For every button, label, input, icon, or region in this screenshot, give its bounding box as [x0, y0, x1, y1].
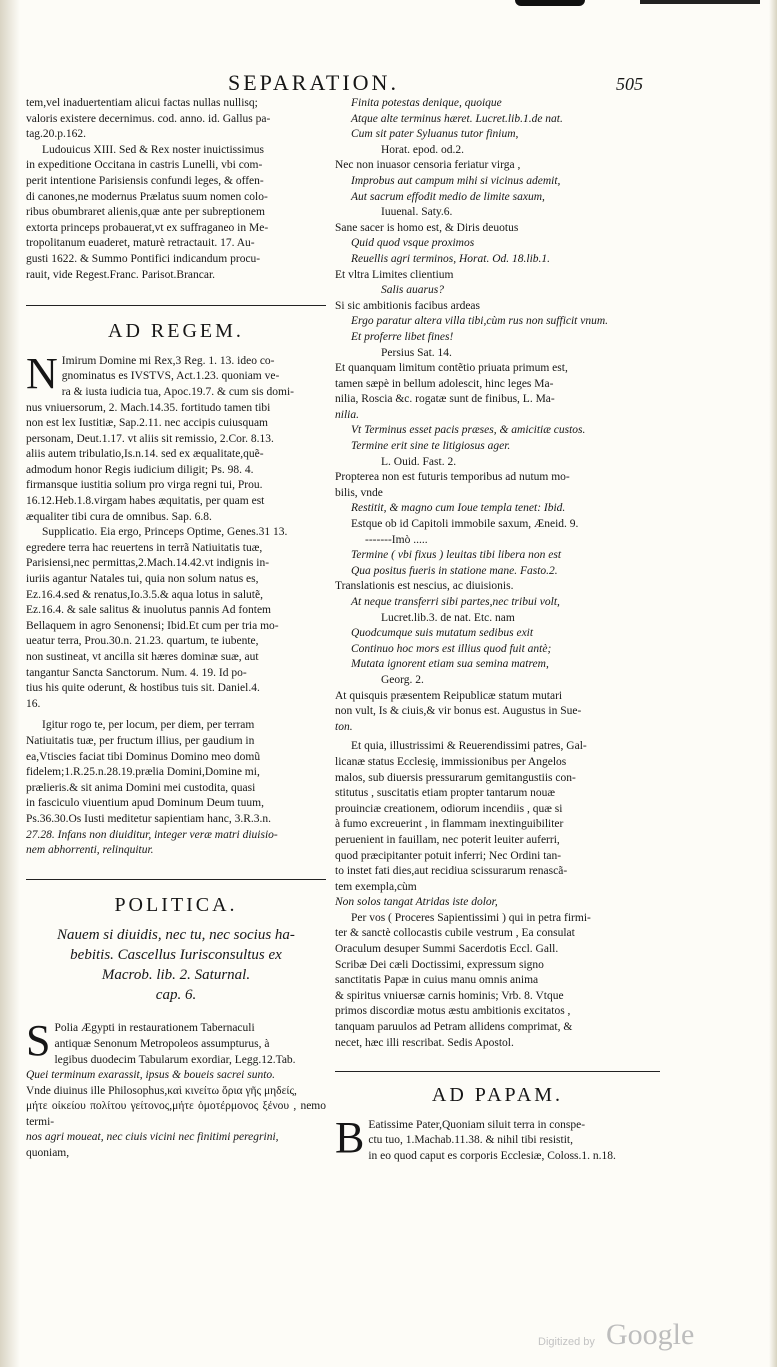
- politica-motto: [26, 925, 326, 1005]
- verse-line: Estque ob id Capitoli immobile saxum, Æneid. 9.: [351, 518, 579, 531]
- motto-line: cap. 6.: [155, 987, 197, 1004]
- text-line: ton.: [335, 720, 353, 733]
- right-column: [335, 96, 660, 1165]
- drop-cap: N: [26, 348, 58, 398]
- text-line: tem exempla,cùm: [335, 880, 417, 893]
- text-line: Polia Ægypti in restaurationem Tabernaculi: [54, 1022, 255, 1035]
- verse-line: Mutata ignorent etiam sua semina matrem,: [351, 658, 549, 671]
- text-line: Supplicatio. Eia ergo, Princeps Optime, Genes.31 13.: [42, 526, 288, 539]
- text-line: tius his quite oderunt, & hostibus tuis sit. Daniel.4.: [26, 682, 260, 695]
- text-line: ribus obumbraret alienis,quæ ante per subreptionem: [26, 206, 265, 219]
- citation-line: Horat. epod. od.2.: [381, 143, 465, 156]
- verse-block: [335, 96, 660, 361]
- motto-line: Nauem si diuidis, nec tu, nec socius ha-: [57, 927, 295, 944]
- text-line: à fumo excreuerint , in flammam inextinguibiliter: [335, 818, 564, 831]
- citation-line: Georg. 2.: [381, 673, 424, 686]
- text-line: ter & sanctè collocastis cubile vestrum , Ea consulat: [335, 927, 575, 940]
- text-line: necet, hæc illi rescribat. Sedis Apostol.: [335, 1036, 514, 1049]
- verse-line: Qua positus fueris in statione mane. Fasto.2.: [351, 564, 558, 577]
- text-line: æqualiter tibi cura de omnibus. Sap. 6.8.: [26, 510, 212, 523]
- text-line: fidelem;1.R.25.n.28.19.prælia Domini,Domine mi,: [26, 766, 260, 779]
- verse-line: Quodcumque suis mutatum sedibus exit: [351, 627, 534, 640]
- running-title: SEPARATION.: [228, 70, 399, 95]
- citation-line: L. Ouid. Fast. 2.: [381, 455, 457, 468]
- text-line: to instet fati dies,aut recidiua scissurarum renascã-: [335, 865, 568, 878]
- text-line: Nec non inuasor censoria feriatur virga ,: [335, 159, 521, 172]
- text-line: Parisiensi,nec permittas,2.Mach.14.42.vt indignis in-: [26, 557, 270, 570]
- scan-top-artifact: [0, 0, 777, 12]
- text-line: valoris existere decernimus. cod. anno. id. Gallus pa-: [26, 112, 271, 125]
- verse-line: Reuellis agri terminos, Horat. Od. 18.lib.1.: [351, 252, 551, 265]
- text-line: in expeditione Occitana in castris Lunelli, vbi com-: [26, 159, 263, 172]
- watermark-prefix: Digitized by: [538, 1336, 595, 1348]
- text-line: Ps.36.30.Os Iusti meditetur sapientiam hanc, 3.R.3.n.: [26, 812, 271, 825]
- text-line: Per vos ( Proceres Sapientissimi ) qui in petra firmi-: [351, 911, 591, 924]
- left-column: [26, 96, 326, 1162]
- text-line: Ludouicus XIII. Sed & Rex noster inuictissimus: [42, 143, 264, 156]
- text-line: prælieris.& sit anima Domini mei custodita, quasi: [26, 781, 256, 794]
- text-line: rauit, vide Regest.Franc. Parisot.Brancar.: [26, 268, 216, 281]
- text-line: sanctitatis Papæ in cuius manu omnis anima: [335, 974, 539, 987]
- watermark-brand: Google: [606, 1318, 695, 1351]
- verse-line: Et proferre libet fines!: [351, 330, 454, 343]
- verse-line: Atque alte terminus hæret. Lucret.lib.1.de nat.: [351, 112, 563, 125]
- motto-line: Macrob. lib. 2. Saturnal.: [101, 967, 251, 984]
- ad-regem-paragraph: [26, 348, 326, 526]
- drop-cap: S: [26, 1016, 51, 1066]
- text-line: tag.20.p.162.: [26, 128, 87, 141]
- text-line: 16.: [26, 697, 41, 710]
- page-number: 505: [616, 74, 643, 94]
- text-line: primos discordiæ motus æstu ambitionis excitatos ,: [335, 1005, 571, 1018]
- text-line: nos agri moueat, nec ciuis vicini nec finitimi peregrini,: [26, 1131, 279, 1144]
- right-page-edge: [769, 0, 777, 1367]
- text-line: Oraculum desuper Summi Sacerdotis Eccl. Gall.: [335, 943, 559, 956]
- text-line: Propterea non est futuris temporibus ad nutum mo-: [335, 471, 570, 484]
- text-line: tamen sæpè in bellum adolescit, hinc leges Ma-: [335, 377, 554, 390]
- text-line: admodum honor Regis iudicium diligit; Ps. 98. 4.: [26, 463, 254, 476]
- text-line: μήτε οἰκείου πολίτου γείτονος,μήτε ὁμοτέρμονος ξένου , nemo termi-: [26, 1100, 326, 1128]
- text-line: ueatur terra, Prou.30.n. 21.23. quartum, te iubente,: [26, 635, 259, 648]
- text-line: bilis, vnde: [335, 486, 383, 499]
- verse-line: Continuo hoc mors est illius quod fuit antè;: [351, 642, 552, 655]
- right-paragraph: [335, 911, 660, 1051]
- text-line: gusti 1622. & Summo Pontifici indicandum procu-: [26, 252, 261, 265]
- text-line: gnominatus es IVSTVS, Act.1.23. quoniam ve-: [61, 370, 280, 383]
- text-line: non sustineat, vt ancilla sit hæres dominæ suæ, aut: [26, 651, 259, 663]
- section-heading-ad-regem: AD REGEM.: [108, 320, 244, 343]
- drop-cap: B: [335, 1112, 365, 1162]
- text-line: iuriis agantur Natales tui, quia non solum natus es,: [26, 573, 259, 586]
- text-line: 16.12.Heb.1.8.virgam habes æquitatis, per quam est: [26, 495, 265, 508]
- verse-line: Improbus aut campum mihi si vicinus ademit,: [351, 174, 561, 187]
- text-line: Sane sacer is homo est, & Diris deuotus: [335, 221, 519, 234]
- text-line: Et quanquam limitum contẽtio priuata primum est,: [335, 362, 568, 375]
- text-line: Et vltra Limites clientium: [335, 268, 454, 281]
- section-divider: [26, 305, 326, 306]
- text-line: non vult, Is & ciuis,& vir bonus est. Augustus in Sue-: [335, 705, 582, 718]
- text-line: non est lex Iustitiæ, Sap.2.11. nec accipis cuiusquam: [26, 417, 268, 430]
- text-line: malos, sub diuersis pressurarum gemitangustiis con-: [335, 771, 576, 784]
- verse-line: Finita potestas denique, quoique: [351, 97, 502, 109]
- text-line: nus vniuersorum, 2. Mach.14.35. fortitudo tamen tibi: [26, 401, 271, 414]
- right-paragraph: [335, 739, 660, 911]
- text-line: Translationis est nescius, ac diuisionis.: [335, 580, 514, 593]
- text-line: antiquæ Senonum Metropoleos assumpturus, à: [54, 1037, 270, 1050]
- text-line: Si sic ambitionis facibus ardeas: [335, 299, 480, 312]
- text-line: legibus duodecim Tabularum exordiar, Legg.12.Tab.: [54, 1053, 296, 1066]
- text-line: quoniam,: [26, 1147, 70, 1160]
- text-line: Vnde diuinus ille Philosophus,καὶ κινείτω ὅρια γῆς μηδείς,: [26, 1084, 297, 1097]
- ad-regem-supplicatio-paragraph: [26, 525, 326, 712]
- text-line: Ez.16.4.sed & renatus,Io.3.5.& aqua lotus in salutẽ,: [26, 588, 263, 601]
- right-paragraph: [335, 470, 660, 501]
- verse-line: -------Imò .....: [365, 533, 428, 546]
- verse-line: Restitit, & magno cum Ioue templa tenet: Ibid.: [351, 502, 566, 515]
- section-heading-ad-papam: AD PAPAM.: [431, 1084, 564, 1107]
- text-line: personam, Deut.1.17. vt aliis sit remissio, 2.Cor. 8.13.: [26, 432, 274, 445]
- text-line: aliis autem tribulatio,Is.n.14. sed ex æqualitate,quẽ-: [26, 448, 264, 461]
- verse-line: Vt Terminus esset pacis præses, & amicitiæ custos.: [351, 424, 586, 437]
- text-line: Non solos tangat Atridas iste dolor,: [335, 896, 498, 909]
- text-line: prouinciæ creationem, odiorum incendiis , quæ si: [335, 802, 563, 815]
- right-paragraph: [335, 689, 660, 736]
- text-line: ea,Vtiscies faciat tibi Dominus Domino meo domũ: [26, 750, 261, 763]
- text-line: di canones,ne modernus Prælatus suum nomen colo-: [26, 190, 268, 203]
- section-divider: [335, 1071, 660, 1072]
- motto-line: bebitis. Cascellus Iurisconsultus ex: [70, 947, 282, 964]
- text-line: licanæ status Ecclesię, immissionibus per Angelos: [335, 755, 567, 768]
- text-line: 27.28. Infans non diuiditur, integer veræ matri diuisio-: [26, 828, 278, 841]
- verse-line: Termine erit sine te litigiosus ager.: [351, 440, 511, 453]
- verse-block: [335, 423, 660, 470]
- text-line: tem,vel inaduertentiam alicui factas nullas nullisq;: [26, 97, 258, 109]
- right-paragraph: [335, 361, 660, 423]
- scan-artifact-mark: [640, 0, 760, 4]
- citation-line: Persius Sat. 14.: [381, 346, 452, 359]
- text-line: tropolitanum euaderet, maturè retractauit. 17. Au-: [26, 237, 255, 250]
- text-line: nilia.: [335, 408, 359, 421]
- text-line: Eatissime Pater,Quoniam siluit terra in conspe-: [368, 1118, 586, 1131]
- text-line: Natiuitatis tuæ, per fructum illius, per gaudium in: [26, 734, 255, 747]
- verse-line: Salis auarus?: [381, 284, 444, 297]
- text-line: Imirum Domine mi Rex,3 Reg. 1. 13. ideo co-: [61, 354, 275, 367]
- left-page-shadow: [0, 0, 20, 1367]
- text-line: Igitur rogo te, per locum, per diem, per terram: [42, 719, 255, 732]
- text-line: Quei terminum exarassit, ipsus & boueis sacrei sunto.: [26, 1069, 276, 1082]
- text-line: nilia, Roscia &c. rogatæ sunt de finibus, L. Ma-: [335, 393, 555, 406]
- text-line: nem abhorrenti, relinquitur.: [26, 844, 154, 857]
- text-line: in fasciculo viuentium apud Dominum Deum tuum,: [26, 797, 264, 810]
- verse-block: [335, 501, 660, 688]
- ad-regem-igitur-paragraph: [26, 718, 326, 858]
- verse-line: Quid quod vsque proximos: [351, 237, 475, 250]
- text-line: ra & iusta iudicia tua, Apoc.19.7. & cum sis domi-: [61, 385, 294, 398]
- text-line: Bellaquem in agro Senonensi; Ibid.Et cum per tria mo-: [26, 619, 279, 632]
- scan-artifact-mark: [515, 0, 585, 6]
- politica-paragraph: [26, 1016, 326, 1161]
- text-line: Ez.16.4. & sale salitus & inuolutus pannis Ad fontem: [26, 604, 271, 617]
- text-line: & spiritus vniuersæ carnis hominis; Vrb. 8. Vtque: [335, 989, 564, 1002]
- text-line: tangantur Sancta Sanctorum. Num. 4. 19. Id po-: [26, 666, 247, 679]
- verse-line: Aut sacrum effodit medio de limite saxum,: [351, 190, 545, 203]
- text-line: stitutus , suscitatis etiam propter tantarum nouæ: [335, 787, 556, 800]
- text-line: tanquam paruulos ad Petram allidens comprimat, &: [335, 1021, 573, 1034]
- text-line: extorta princeps probauerat,vt ex suffraganeo in Me-: [26, 221, 269, 234]
- text-line: quod præcipitanter potuit inferri; Nec Ordini tan-: [335, 849, 562, 862]
- text-line: egredere terra hac reuertens in terrã Natiuitatis tuæ,: [26, 541, 263, 554]
- text-line: ctu tuo, 1.Machab.11.38. & nihil tibi resistit,: [368, 1134, 573, 1147]
- section-heading-politica: POLITICA.: [114, 893, 238, 916]
- text-line: Et quia, illustrissimi & Reuerendissimi patres, Gal-: [351, 740, 587, 753]
- citation-line: Lucret.lib.3. de nat. Etc. nam: [381, 611, 515, 624]
- text-line: At quisquis præsentem Reipublicæ statum mutari: [335, 689, 563, 702]
- text-line: firmansque iustitia solium pro virga regni tui, Prou.: [26, 479, 263, 492]
- text-line: peruenient in fauillam, nec poterit leuiter auferri,: [335, 833, 560, 846]
- text-line: perit intentione Parisiensis confundi leges, & offen-: [26, 174, 264, 187]
- ad-papam-paragraph: [335, 1112, 660, 1165]
- verse-line: Cum sit pater Syluanus tutor finium,: [351, 128, 519, 141]
- text-line: Scribæ Dei cæli Doctissimi, expressum signo: [335, 958, 544, 971]
- left-intro-paragraph: [26, 96, 326, 283]
- text-line: in eo quod caput es corporis Ecclesiæ, Coloss.1. n.18.: [368, 1150, 616, 1162]
- verse-line: Termine ( vbi fixus ) leuitas tibi libera non est: [351, 549, 562, 562]
- verse-line: At neque transferri sibi partes,nec tribui volt,: [351, 596, 560, 608]
- citation-line: Iuuenal. Saty.6.: [381, 206, 453, 219]
- section-divider: [26, 879, 326, 880]
- verse-line: Ergo paratur altera villa tibi,cùm rus non sufficit vnum.: [351, 315, 609, 328]
